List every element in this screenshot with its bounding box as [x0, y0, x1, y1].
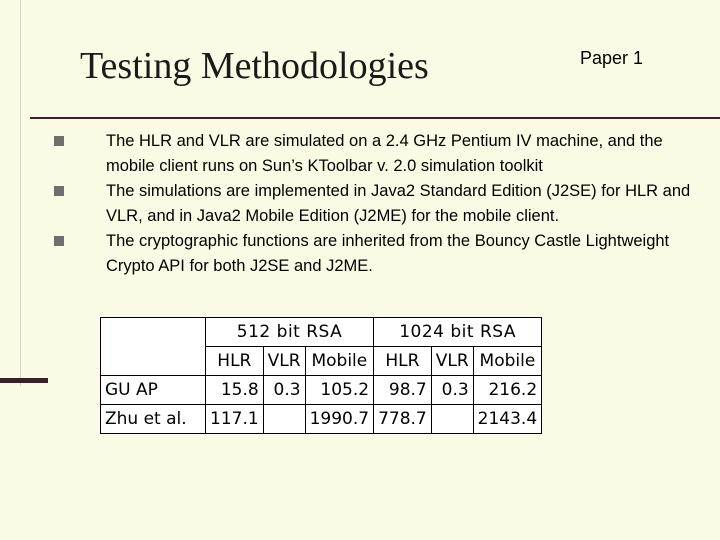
- column-header: VLR: [263, 347, 305, 376]
- table-row: [101, 405, 542, 434]
- table-cell: 98.7: [374, 376, 432, 405]
- table-cell: 216.2: [473, 376, 541, 405]
- paper-tag: Paper 1: [580, 48, 644, 68]
- bullet-item: [54, 179, 714, 229]
- table-cell: [263, 405, 305, 434]
- slide-title: Testing Methodologies: [80, 45, 429, 87]
- column-header: HLR: [206, 347, 264, 376]
- column-header: Mobile: [305, 347, 373, 376]
- table-cell: 15.8: [206, 376, 264, 405]
- bullet-list: [54, 129, 714, 279]
- square-bullet-icon: [54, 236, 64, 246]
- square-bullet-icon: [54, 136, 64, 146]
- column-header: VLR: [431, 347, 473, 376]
- bullet-text: The cryptographic functions are inherited from the Bouncy Castle Lightweight Crypto API for both J2SE and J2ME.: [106, 232, 670, 275]
- table-cell: 117.1: [206, 405, 264, 434]
- results-table: [100, 317, 542, 434]
- column-header: Mobile: [473, 347, 541, 376]
- row-label: Zhu et al.: [101, 405, 206, 434]
- table-cell: 105.2: [305, 376, 373, 405]
- bullet-item: [54, 129, 714, 179]
- row-label: GU AP: [101, 376, 206, 405]
- left-decorative-bar: [0, 0, 21, 386]
- table-cell: 2143.4: [473, 405, 541, 434]
- table-cell: 778.7: [374, 405, 432, 434]
- bullet-text: The simulations are implemented in Java2 Standard Edition (J2SE) for HLR and VLR, and in Java2 Mobile Edition (J2ME) for the mobile client.: [106, 182, 691, 225]
- table-cell: 0.3: [263, 376, 305, 405]
- bullet-item: [54, 229, 714, 279]
- table-cell: [431, 405, 473, 434]
- results-table-container: [100, 317, 542, 434]
- table-row: [101, 376, 542, 405]
- table-group-header-row: [101, 318, 542, 347]
- left-accent-bar: [0, 378, 48, 383]
- group-header-512: 512 bit RSA: [206, 318, 374, 347]
- title-divider: [30, 117, 720, 119]
- table-cell: 0.3: [431, 376, 473, 405]
- bullet-text: The HLR and VLR are simulated on a 2.4 GHz Pentium IV machine, and the mobile client runs on Sun’s KToolbar v. 2.0 simulation toolkit: [106, 132, 663, 175]
- table-corner-cell: [101, 318, 206, 376]
- column-header: HLR: [374, 347, 432, 376]
- table-cell: 1990.7: [305, 405, 373, 434]
- square-bullet-icon: [54, 186, 64, 196]
- group-header-1024: 1024 bit RSA: [374, 318, 542, 347]
